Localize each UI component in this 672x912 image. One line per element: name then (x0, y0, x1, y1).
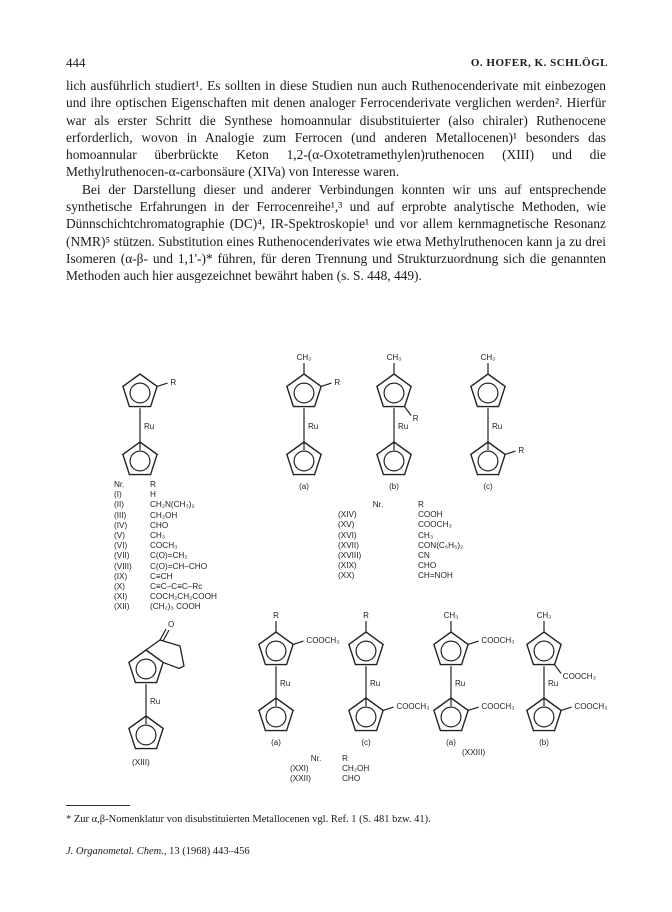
footnote: * Zur α,β-Nomenklatur von disubstituierten Metallocenen vgl. Ref. 1 (S. 481 bzw. 41). (66, 814, 431, 825)
struct-monosubst-top-ring (123, 374, 157, 407)
table-2 (338, 500, 463, 582)
table-1-body (114, 490, 217, 612)
struct-alpha-substituent-bond (321, 383, 331, 386)
table-1-row (114, 562, 217, 572)
struct-11prime-top-ring-aromatic-circle (478, 383, 498, 403)
table-1-row-r: (CH₂)₃ COOH (150, 602, 201, 612)
struct-xxi-a-metal-label: Ru (280, 679, 291, 688)
struct-monosubst-metal-label: Ru (144, 422, 155, 431)
table-3-row-nr: (XXI) (290, 764, 309, 774)
table-1-row-nr: (VII) (114, 551, 130, 561)
journal-name: J. Organometal. Chem. (66, 846, 164, 857)
struct-monosubst-top-ring-aromatic-circle (130, 383, 150, 403)
table-1-row-nr: (I) (114, 490, 122, 500)
struct-11prime-substituent-bond (505, 451, 515, 454)
table-2-row-r: CHO (418, 561, 437, 571)
struct-xxiii-b-substituent-bond (561, 707, 571, 710)
journal-citation: , 13 (1968) 443–456 (163, 846, 250, 857)
struct-xxiii-b-top-ring-aromatic-circle (534, 641, 554, 661)
struct-xxi-c-metal-label: Ru (370, 679, 381, 688)
table-1-row-r: CH₂OH (150, 510, 178, 520)
struct-xxiii-a-metal-label: Ru (455, 679, 466, 688)
struct-alpha-metal-label: Ru (308, 422, 319, 431)
table-1-row (114, 582, 217, 592)
table-1-row-nr: (XII) (114, 602, 130, 612)
struct-xxi-a-top-ring (259, 632, 293, 665)
table-1-row-r: H (150, 490, 156, 500)
struct-xiii-metal-label: Ru (150, 697, 161, 706)
table-1-row-nr: (VIII) (114, 561, 132, 571)
table-2-row-r: CN (418, 550, 430, 560)
table-1-row (114, 592, 217, 602)
table-1-r-col (150, 480, 156, 490)
table-3-row-nr: (XXII) (290, 774, 311, 784)
table-2-row-nr: (XVII) (338, 540, 359, 550)
table-3-row (290, 764, 369, 774)
isomer-label-xxiii-b: (b) (539, 738, 549, 747)
isomer-label-xxi-c: (c) (361, 738, 371, 747)
paragraph-1: lich ausführlich studiert¹. Es sollten in diese Studien nun auch Ruthenocenderivate mit einbezogen und ihre optischen Eigenschaften mit denen analoger Ferrocenderivate verglichen werden². Hierfür war als erster Schritt die Synthese homoannular disubstituierter (also chiraler) Ruthenocene erforderlich, wovon in Analogie zum Ferrocen (und anderen Metallocenen)¹ besonders das homoannular überbrückte Keton 1,2-(α-Oxotetramethylen)ruthenocen (XIII) und die Methylruthenocen-α-carbonsäure (XIVa) von Interesse waren. (66, 78, 606, 180)
table-1-row (114, 572, 217, 582)
table-1-row (114, 602, 217, 612)
isomer-label-b: (b) (389, 482, 399, 491)
struct-xiii-top-ring-aromatic-circle (136, 659, 156, 679)
table-1-row-nr: (II) (114, 500, 125, 510)
journal-reference (66, 846, 250, 857)
struct-xiii-oxygen-label: O (168, 620, 175, 629)
struct-alpha-top-ring-aromatic-circle (294, 383, 314, 403)
struct-11prime-top-ring (471, 374, 505, 407)
table-2-row (338, 541, 463, 551)
table-2-row-nr: (XX) (338, 571, 355, 581)
table-3-header-r: R (342, 754, 348, 763)
isomer-label-xxi-a: (a) (271, 738, 281, 747)
table-2-body (338, 510, 463, 581)
struct-xxiii-a-top-ring-aromatic-circle (441, 641, 461, 661)
struct-xxiii-a-bottom-ring-aromatic-circle (441, 707, 461, 727)
struct-beta-substituent-bond (405, 407, 411, 416)
isomer-label-c: (c) (483, 482, 493, 491)
table-2-row-r: CH=NOH (418, 571, 453, 581)
table-1-row-nr: (XI) (114, 592, 128, 602)
struct-alpha-substituent-label: CH₃ (296, 353, 312, 362)
struct-xxi-c-substituent-label: R (363, 611, 369, 620)
table-1-row-r: COCH₂CH₂COOH (150, 592, 217, 602)
table-1 (114, 480, 217, 612)
table-2-row (338, 510, 463, 520)
struct-xxi-c-bottom-ring-aromatic-circle (356, 707, 376, 727)
table-2-row-nr: (XV) (338, 520, 355, 530)
table-2-header-r: R (418, 500, 424, 509)
table-1-row (114, 541, 217, 551)
body-text (66, 77, 606, 285)
struct-11prime-substituent-label: R (518, 446, 525, 456)
struct-beta-bottom-ring-aromatic-circle (384, 451, 404, 471)
table-1-row (114, 531, 217, 541)
struct-monosubst-substituent-label: R (170, 378, 177, 388)
table-3 (290, 754, 369, 785)
struct-xiii-bottom-ring-aromatic-circle (136, 725, 156, 745)
table-1-row-r: CH₃ (150, 530, 166, 540)
table-2-row (338, 520, 463, 530)
structure-figure (66, 350, 626, 790)
struct-xxiii-a-substituent-label: COOCH₃ (481, 636, 515, 646)
struct-alpha-substituent-label: R (334, 378, 341, 388)
struct-beta-top-ring-aromatic-circle (384, 383, 404, 403)
table-1-row (114, 511, 217, 521)
struct-xxiii-a-substituent-bond (468, 707, 478, 710)
table-2-row-r: CON(C₆H₅)₂ (418, 540, 464, 550)
table-2-row-r: COOCH₃ (418, 520, 452, 530)
struct-xxiii-a-top-ring (434, 632, 468, 665)
struct-monosubst-substituent-bond (157, 383, 167, 386)
struct-beta-metal-label: Ru (398, 422, 409, 431)
struct-xxiii-a-substituent-label: COOCH₃ (481, 702, 515, 712)
struct-xxiii-a-substituent-label: CH₃ (443, 611, 459, 620)
table-1-nr-col (114, 480, 150, 490)
table-1-header-r: R (150, 480, 156, 489)
struct-xxiii-b-substituent-bond (555, 665, 561, 674)
struct-xxiii-b-top-ring (527, 632, 561, 665)
struct-xiii-top-ring (129, 650, 163, 683)
struct-xxiii-b-metal-label: Ru (548, 679, 559, 688)
struct-xxi-a-bottom-ring-aromatic-circle (266, 707, 286, 727)
table-1-row-nr: (X) (114, 581, 125, 591)
table-1-row-r: CH₂N(CH₃)₂ (150, 500, 195, 510)
struct-xxi-c-top-ring-aromatic-circle (356, 641, 376, 661)
table-1-row (114, 490, 217, 500)
struct-xxiii-b-substituent-label: CH₃ (536, 611, 552, 620)
table-2-row (338, 531, 463, 541)
table-1-row-nr: (V) (114, 530, 125, 540)
table-3-row-r: CHO (342, 774, 361, 784)
table-2-row-nr: (XVI) (338, 530, 357, 540)
table-1-row-nr: (IX) (114, 571, 128, 581)
table-1-row (114, 521, 217, 531)
table-1-row (114, 551, 217, 561)
compound-label-xiii: (XIII) (132, 758, 150, 767)
running-head: O. HOFER, K. SCHLÖGL (470, 57, 608, 69)
struct-beta-top-ring (377, 374, 411, 407)
page-number: 444 (66, 55, 86, 70)
table-1-row (114, 500, 217, 510)
struct-xxi-c-top-ring (349, 632, 383, 665)
struct-xxiii-a-substituent-bond (468, 641, 478, 644)
struct-xxiii-b-substituent-label: COOCH₃ (562, 671, 596, 681)
struct-11prime-metal-label: Ru (492, 422, 503, 431)
table-1-row-nr: (IV) (114, 520, 128, 530)
struct-xxi-a-substituent-label: R (273, 611, 279, 620)
struct-xxi-a-top-ring-aromatic-circle (266, 641, 286, 661)
table-2-row-r: COOH (418, 510, 443, 520)
struct-xxi-c-substituent-label: COOCH₃ (396, 702, 430, 712)
isomer-label-xxiii-a: (a) (446, 738, 456, 747)
compound-label-xxiii: (XXIII) (462, 748, 486, 757)
table-1-row-r: C≡C–C≡C–Rc (150, 581, 203, 591)
table-1-header-nr: Nr. (114, 480, 125, 489)
paragraph-2: Bei der Darstellung dieser und anderer Verbindungen konnten wir uns auf entsprechende synthetische Erfahrungen in der Ferrocenreihe¹,³ und auf erprobte analytische Methoden, wie Dünnschichtchromatographie (DC)⁴, IR-Spektroskopie¹ und vor allem kernmagnetische Resonanz (NMR)⁵ stützen. Substitution eines Ruthenocenderivates wie etwa Methylruthenocen kann ja zu drei Isomeren (α-β- und 1,1'-)* führen, für deren Trennung und Strukturzuordnung sich die genannten Methoden auch hier ausgezeichnet bewährt haben (s. S. 448, 449). (66, 181, 606, 284)
table-1-row-r: C≡CH (150, 571, 173, 581)
table-2-header-nr: Nr. (372, 500, 384, 509)
table-3-row (290, 774, 369, 784)
struct-xxi-a-substituent-bond (293, 641, 303, 644)
table-1-row-r: CHO (150, 520, 169, 530)
struct-11prime-bottom-ring-aromatic-circle (478, 451, 498, 471)
struct-11prime-substituent-label: CH₃ (480, 353, 496, 362)
table-2-row-nr: (XIX) (338, 561, 357, 571)
table-3-header-nr: Nr. (310, 754, 322, 763)
table-2-row-nr: (XVIII) (338, 550, 362, 560)
struct-beta-substituent-label: CH₃ (386, 353, 402, 362)
table-2-row-r: CH₃ (418, 530, 434, 540)
struct-xxiii-b-bottom-ring-aromatic-circle (534, 707, 554, 727)
table-1-row-r: C(O)=CH–CHO (150, 561, 208, 571)
table-3-body (290, 764, 369, 784)
struct-xxi-c-substituent-bond (383, 707, 393, 710)
table-1-row-r: COCH₃ (150, 541, 178, 551)
table-1-row-nr: (VI) (114, 541, 128, 551)
footnote-rule (66, 805, 130, 806)
table-3-row-r: CH₂OH (342, 764, 370, 774)
struct-xxi-a-substituent-label: COOCH₃ (306, 636, 340, 646)
struct-alpha-top-ring (287, 374, 321, 407)
struct-beta-substituent-label: R (412, 413, 419, 423)
table-2-row-nr: (XIV) (338, 510, 357, 520)
struct-monosubst-bottom-ring-aromatic-circle (130, 451, 150, 471)
table-2-row (338, 561, 463, 571)
table-2-row (338, 571, 463, 581)
table-1-row-nr: (III) (114, 510, 127, 520)
table-2-row (338, 551, 463, 561)
struct-alpha-bottom-ring-aromatic-circle (294, 451, 314, 471)
struct-xxiii-b-substituent-label: COOCH₃ (574, 702, 608, 712)
isomer-label-a: (a) (299, 482, 309, 491)
table-1-row-r: C(O)=CH₂ (150, 551, 188, 561)
